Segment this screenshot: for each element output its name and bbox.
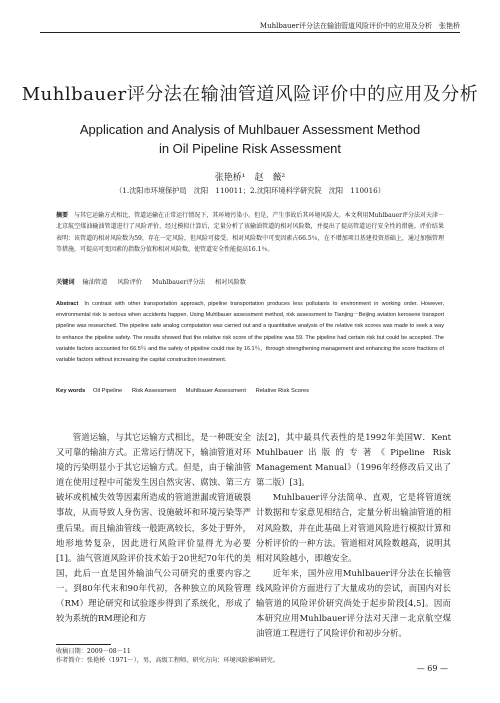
authors: 张艳桥¹ 赵 薇² <box>214 173 286 183</box>
keyword-en: Risk Assessment <box>131 388 177 394</box>
body-paragraph: 法[2]，其中最具代表性的是1992年美国W．Kent Muhlbauer出版的专著《Pipeline Risk Management Manual》（1996年经修改后又出了第二版）[3]。 <box>256 432 451 488</box>
keyword-en: Relative Risk Scores <box>255 388 310 394</box>
keyword-zh: 相对风险数 <box>215 279 246 286</box>
keywords-zh-label: 关键词 <box>56 279 75 286</box>
keyword-en: Oil Pipeline <box>92 388 123 394</box>
body-column-right <box>256 430 451 641</box>
abstract-en <box>56 299 444 366</box>
paper-title-en-line-2: in Oil Pipeline Risk Assessment <box>158 141 342 156</box>
paper-title-en-line-1: Application and Analysis of Muhlbauer Assessment Method <box>79 122 421 137</box>
affiliations: （1.沈阳市环境保护局 沈阳 110011；2.沈阳环境科学研究院 沈阳 110016） <box>115 186 385 195</box>
abstract-en-label: Abstract <box>56 301 79 307</box>
abstract-en-text: In contrast with other transportation approach, pipeline transportation produces less pollutants to environment in working order. However, environmental risk is serious when accidents happen. Using Muhlbauer assessment method, risk assessment to Tianjing－Beijing aviation kerosene transport pipeline was researched. The pipeline safe analog computation was carried out and a quantitative analysis of the relative risk scores was made to seek a way to enhance the pipeline safety. The results showed that the relative risk score of the pipeline was 59. The pipeline had certain risk but could be accepted. The variable factors accounted for 66.5％ and the safety of pipeline could rise by 16.1％，through strengthening management and enhancing the score fractions of variable factors without increasing the capital construction investment. <box>56 301 444 364</box>
footnote-author-bio: 作者简介：张艳桥（1971－），男，高级工程师。研究方向：环境风险影响研究。 <box>56 657 280 664</box>
keyword-zh: 输油管道 <box>82 279 108 286</box>
footnote-received: 收稿日期：2009－08－11 <box>56 648 131 655</box>
footnote-divider <box>56 644 111 645</box>
keywords-en-label: Key words <box>56 388 86 394</box>
paper-title-zh: Muhlbauer评分法在输油管道风险评价中的应用及分析 <box>21 84 479 105</box>
running-head: Muhlbauer评分法在输油管道风险评价中的应用及分析 张艳桥 <box>40 20 460 33</box>
body-paragraph: 近年来，国外应用Muhlbauer评分法在长输管线风险评价方面进行了大量成功的尝试，而国内对长输管道的风险评价研究尚处于起步阶段[4,5]。因而本研究应用Muhlbauer评分法对天津－北京航空煤油管道工程进行了风险评价和初步分析。 <box>256 567 451 639</box>
body-paragraph: 管道运输，与其它运输方式相比，是一种既安全又可靠的输油方式。正常运行情况下，输油管道对环境的污染明显小于其它运输方式。但是，由于输油管道在使用过程中可能发生因自然灾害、腐蚀、第三方破坏或机械失效等因素所造成的管道泄漏或管道破裂事故，从而导致人身伤害、设施破坏和环境污染等严重后果。而且输油管线一般距离较长，多处于野外，地形地势复杂，因此进行风险评价显得尤为必要[1]。油气管道风险评价技术始于20世纪70年代的美国，此后一直是国外输油气公司研究的重要内容之一。到80年代末和90年代初，各种独立的风险管理（RM）理论研究和试验逐步得到了系统化，形成了较为系统的RM理论和方 <box>56 432 251 624</box>
keyword-zh: Muhlbauer评分法 <box>151 279 206 286</box>
keyword-zh: 风险评价 <box>117 279 142 286</box>
abstract-zh-label: 摘要 <box>56 212 69 219</box>
abstract-zh-text: 与其它运输方式相比，管道运输在正常运行情况下，其环境污染小。但是，产生事故后其环境风险大。本文利用Muhlbauer评分法对天津－北京航空煤油输油管道进行了风险评价，经过模拟计算后，定量分析了该输油管道的相对风险数，并提出了提高管道运行安全性的措施。评价结果表明：该管道的相对风险数为59，存在一定风险，但风险可接受。相对风险数中可变因素占66.5％，在不增加项目基建投资基础上，通过加强管理等措施，可提高可变因素的指数分值和相对风险数，使管道安全性能提高16.1％。 <box>56 212 444 254</box>
page-number: — 69 — <box>416 664 448 673</box>
body-column-left <box>56 430 251 626</box>
keywords-en <box>56 388 444 394</box>
keywords-zh <box>56 277 444 286</box>
body-paragraph: Muhlbauer评分法简单、直观，它是将管道统计数据和专家意见相结合，定量分析出输油管道的相对风险数，并在此基础上对管道风险进行模拟计算和分析评价的一种方法。管道相对风险数越高，说明其相对风险越小，即越安全。 <box>256 492 451 563</box>
paper-title-en <box>30 120 470 158</box>
abstract-zh <box>56 210 444 256</box>
keyword-en: Muhlbauer Assessment <box>185 388 246 394</box>
